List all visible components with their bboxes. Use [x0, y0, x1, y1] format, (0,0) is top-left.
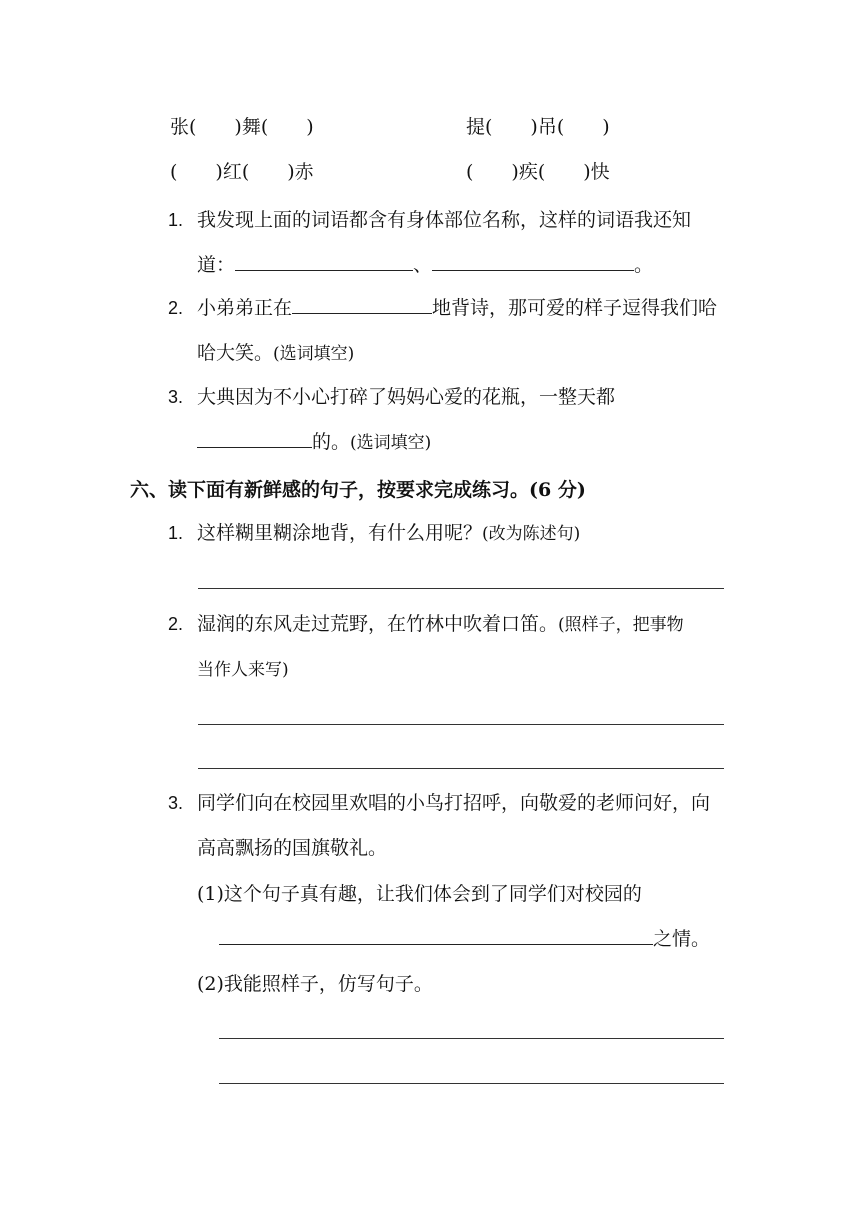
answer-line[interactable] [219, 1038, 724, 1039]
question-number: 1. [168, 210, 184, 230]
q2-text-line2 [197, 340, 354, 366]
answer-line[interactable] [219, 1083, 724, 1084]
q3-text-line1: 大典因为不小心打碎了妈妈心爱的花瓶，一整天都 [197, 386, 616, 408]
question-number: 3. [168, 793, 184, 813]
q3-after: 的。 [312, 431, 351, 453]
question-number: 2. [168, 298, 184, 318]
p6-q1-text [197, 520, 580, 546]
q1-prefix: 道： [197, 254, 236, 276]
answer-blank[interactable] [432, 252, 634, 271]
p6-q3-sub1-end: 之情。 [653, 928, 711, 950]
p6-q3-sub1-answer [219, 926, 710, 952]
idiom-row1-right[interactable]: 提( )吊( ) [466, 116, 610, 138]
answer-line[interactable] [198, 588, 724, 589]
q2-line2: 哈大笑。 [197, 342, 274, 364]
p6-q3-sub2: (2)我能照样子，仿写句子。 [197, 973, 433, 995]
p6-q2-text [197, 611, 684, 637]
answer-blank[interactable] [235, 252, 413, 271]
q3-text-line2 [197, 429, 431, 455]
q2-after: 地背诗，那可爱的样子逗得我们哈 [432, 297, 718, 319]
q2-note: (选词填空) [273, 344, 355, 364]
p6-q2-note-line1: (照样子，把事物 [558, 615, 684, 635]
idiom-row2-right[interactable]: ( )疾( )快 [466, 161, 610, 183]
p6-q3-sub1: (1)这个句子真有趣，让我们体会到了同学们对校园的 [197, 883, 642, 905]
p6-q1-sentence: 这样糊里糊涂地背，有什么用呢？ [197, 522, 483, 544]
p6-q3-line2: 高高飘扬的国旗敬礼。 [197, 837, 388, 859]
q1-text-line2 [197, 252, 653, 278]
p6-q2-note-line2: 当作人来写) [197, 660, 289, 680]
answer-line[interactable] [198, 768, 724, 769]
answer-blank[interactable] [197, 429, 312, 448]
q1-text-line1: 我发现上面的词语都含有身体部位名称，这样的词语我还知 [197, 209, 692, 231]
p6-q2-sentence: 湿润的东风走过荒野，在竹林中吹着口笛。 [197, 613, 559, 635]
q3-note: (选词填空) [350, 433, 432, 453]
question-number: 2. [168, 614, 184, 634]
q1-end: 。 [634, 254, 654, 276]
p6-q1-note: (改为陈述句) [482, 524, 581, 544]
q2-text-line1 [197, 295, 717, 321]
question-number: 1. [168, 523, 184, 543]
idiom-row2-left[interactable]: ( )红( )赤 [170, 161, 314, 183]
question-number: 3. [168, 387, 184, 407]
answer-blank[interactable] [219, 926, 653, 945]
q2-before: 小弟弟正在 [197, 297, 293, 319]
section-heading: 六、读下面有新鲜感的句子，按要求完成练习。(6 分) [130, 479, 586, 501]
p6-q3-line1: 同学们向在校园里欢唱的小鸟打招呼，向敬爱的老师问好，向 [197, 792, 711, 814]
q1-separator: 、 [413, 254, 433, 276]
answer-blank[interactable] [292, 295, 432, 314]
idiom-row1-left[interactable]: 张( )舞( ) [170, 116, 314, 138]
answer-line[interactable] [198, 724, 724, 725]
